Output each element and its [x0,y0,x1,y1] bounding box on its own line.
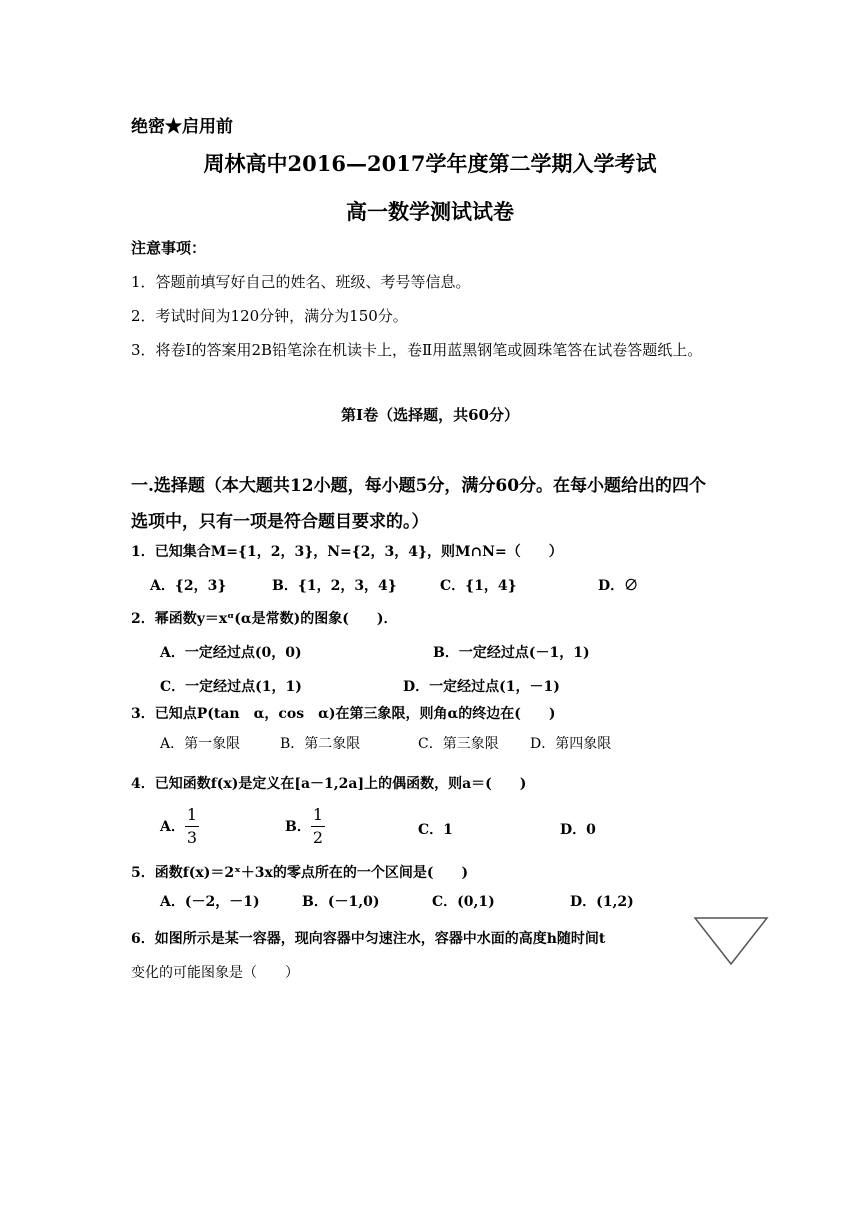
q2-option-d: D．一定经过点(1，－1) [403,679,560,695]
cone-outline [695,918,767,964]
fraction-denominator: 3 [186,827,198,847]
question-1-stem: 1．已知集合M={1，2，3}，N={2，3，4}，则M∩N=（ ） [131,544,563,560]
fraction-numerator: 1 [311,807,325,827]
question-2-stem: 2．幂函数y＝xᵅ(α是常数)的图象( )． [131,611,398,627]
notice-item: 1．答题前填写好自己的姓名、班级、考号等信息。 [131,273,471,291]
q1-option-c: C．{1，4} [440,578,517,594]
q4-option-b [285,806,325,846]
question-6-stem-line: 变化的可能图象是（ ） [131,965,299,981]
question-4-stem: 4．已知函数f(x)是定义在[a－1,2a]上的偶函数，则a＝( ) [131,776,527,792]
q4-option-a [160,806,199,846]
q4-option-a-fraction [185,804,199,847]
q4-option-b-label: B． [285,819,311,835]
fraction-numerator: 1 [185,807,199,827]
q4-option-c: C．1 [418,822,453,838]
notice-item: 3．将卷Ⅰ的答案用2B铅笔涂在机读卡上，卷Ⅱ用蓝黑钢笔或圆珠笔答在试卷答题纸上。 [131,341,703,359]
fraction-denominator: 2 [312,827,324,847]
q5-option-c: C．(0,1) [432,894,495,910]
q4-option-b-fraction [311,804,325,847]
q5-option-a: A．(－2，－1) [160,894,260,910]
q3-option-d: D．第四象限 [530,736,612,752]
q3-option-c: C．第三象限 [418,736,499,752]
notice-item: 2．考试时间为120分钟，满分为150分。 [131,307,408,325]
cone-container-figure [692,914,770,968]
question-3-stem: 3．已知点P(tan α，cos α)在第三象限，则角α的终边在( ) [131,706,556,722]
confidential-mark: 绝密★启用前 [131,117,233,137]
q3-option-a: A．第一象限 [160,736,241,752]
q5-option-b: B．(－1,0) [302,894,380,910]
q2-option-c: C．一定经过点(1，1) [160,679,302,695]
question-5-stem: 5．函数f(x)＝2ˣ＋3x的零点所在的一个区间是( ) [131,865,469,881]
q2-option-b: B．一定经过点(－1，1) [433,645,590,661]
q2-option-a: A．一定经过点(0，0) [160,645,302,661]
section-intro-line: 一.选择题（本大题共12小题，每小题5分，满分60分。在每小题给出的四个 [131,476,707,496]
q1-option-d: D．∅ [598,578,639,594]
q1-option-b: B．{1，2，3，4} [272,578,397,594]
q1-option-a: A．{2，3} [150,578,227,594]
notice-heading: 注意事项： [131,239,207,257]
exam-title: 周林高中2016—2017学年度第二学期入学考试 [203,151,657,176]
q3-option-b: B．第二象限 [280,736,361,752]
q5-option-d: D．(1,2) [570,894,634,910]
exam-subtitle: 高一数学测试试卷 [346,199,514,224]
part1-heading: 第Ⅰ卷（选择题，共60分） [341,406,519,424]
section-intro-line: 选项中，只有一项是符合题目要求的。） [131,512,429,532]
q4-option-d: D．0 [560,822,596,838]
question-6-stem-line: 6．如图所示是某一容器，现向容器中匀速注水，容器中水面的高度h随时间t [131,931,606,947]
q4-option-a-label: A． [160,819,185,835]
